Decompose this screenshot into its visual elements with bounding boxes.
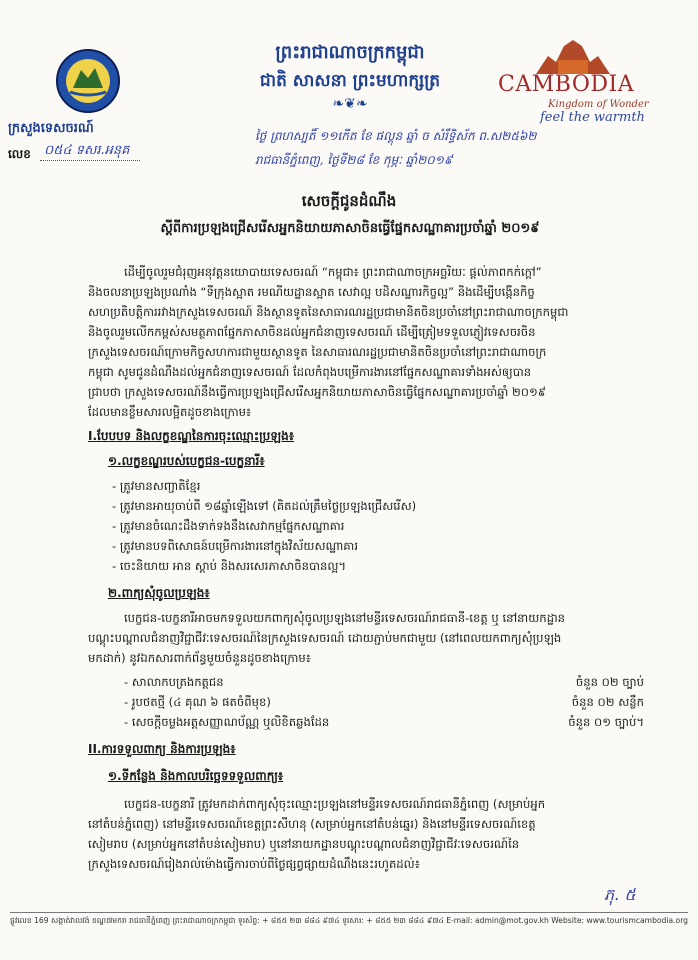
ministry-seal-icon bbox=[55, 48, 121, 118]
submission-paragraph bbox=[88, 794, 688, 874]
intro-paragraph bbox=[88, 262, 688, 422]
reference-underline bbox=[40, 160, 140, 161]
intro-line: និងចូលរួមលើកកម្ពស់សមត្ថភាពផ្នែកភាសាចិនដល់អ្នកជំនាញទេសចរណ៍ ដើម្បីត្រៀមទទួលភ្ញៀវទេសចរចិន bbox=[88, 325, 536, 339]
intro-line: ដែលមានខ្លឹមសារលម្អិតដូចខាងក្រោម៖ bbox=[88, 405, 252, 419]
footer-contact: ផ្លូវលេខ 169 សង្កាត់វាលវង់ ខណ្ឌ៧មករា រាជធានីភ្នំពេញ ព្រះរាជាណាចក្រកម្ពុជា ទូរស័ព្ទ: + ៨៥៥ ២៣ ៨៨៤ ៩៧៤ ទូរសារ: + ៨៥៥ ២៣ ៨៨៤ ៩៧៤ E-mail: admin@mot.gov.kh Website: www.tourismcambodia.org bbox=[10, 916, 688, 925]
brand-name: CAMBODIA bbox=[498, 72, 635, 97]
document-row bbox=[124, 672, 644, 692]
submission-line: នៅតំបន់ភ្នំពេញ) នៅមន្ទីរទេសចរណ៍ខេត្តព្រះសីហនុ (សម្រាប់អ្នកនៅតំបន់ឆ្នេរ) និងនៅមន្ទីរទេសចរណ៍ខេត្ត bbox=[88, 817, 536, 831]
criteria-item: - ចេះនិយាយ អាន ស្តាប់ និងសរសេរភាសាចិនបានល្អ។ bbox=[112, 559, 347, 573]
intro-line: និងចលនាប្រឡងប្រណាំង “ទីក្រុងស្អាត រមណីយដ្ឋានស្អាត សេវាល្អ បដិសណ្ឋារកិច្ចល្អ” និងដើម្បីបង្កើនកិច្ច bbox=[88, 285, 535, 299]
documents-list bbox=[124, 672, 644, 732]
intro-line: ដើម្បីចូលរួមជំរុញអនុវត្តនយោបាយទេសចរណ៍ “កម្ពុជា៖ ព្រះរាជាណាចក្រអច្ឆរិយៈ ផ្តល់ភាពកក់ក្តៅ” bbox=[124, 265, 542, 279]
document-qty: ចំនួន ០២ ច្បាប់ bbox=[575, 675, 644, 689]
criteria-item: - ត្រូវមានចំណេះដឹងទាក់ទងនឹងសេវាកម្មផ្នែកសណ្ឋាគារ bbox=[112, 519, 345, 533]
criteria-item: - ត្រូវមានអាយុចាប់ពី ១៨ឆ្នាំឡើងទៅ (គិតដល់ត្រឹមថ្ងៃប្រឡងជ្រើសរើស) bbox=[112, 499, 417, 513]
document-name: - សេចក្តីចម្លងអត្តសញ្ញាណប័ណ្ណ ឬលិខិតឆ្លងដែន bbox=[124, 715, 330, 729]
submission-line: ក្រសួងទេសចរណ៍រៀងរាល់ម៉ោងធ្វើការចាប់ពីថ្ងៃផ្សព្វផ្សាយដំណឹងនេះរហូតដល់៖ bbox=[88, 857, 420, 871]
intro-line: សហប្រតិបត្តិការរវាងក្រសួងទេសចរណ៍ និងស្ថានទូតនៃសាធារណរដ្ឋប្រជាមានិតចិនប្រចាំនៅព្រះរាជាណាចក្រកម្ពុជា bbox=[88, 305, 569, 319]
document-row bbox=[124, 692, 644, 712]
brand-tagline: feel the warmth bbox=[540, 110, 645, 125]
criteria-item: - ត្រូវមានសញ្ជាតិខ្មែរ bbox=[112, 479, 201, 493]
document-qty: ចំនួន ០២ សន្លឹក bbox=[571, 695, 644, 709]
ministry-name: ក្រសួងទេសចរណ៍ bbox=[8, 121, 94, 136]
footer-divider bbox=[10, 912, 688, 913]
section-1-heading: I.បែបបទ និងលក្ខខណ្ឌនៃការចុះឈ្មោះប្រឡង៖ bbox=[88, 429, 295, 443]
application-line: មកដាក់) នូវឯកសារពាក់ព័ន្ធមួយចំនួនដូចខាងក្រោម៖ bbox=[88, 651, 311, 665]
motto-ornament: ❧❦❧ bbox=[332, 96, 368, 112]
document-name: - សាលាកបត្រងកត្តជន bbox=[124, 675, 224, 689]
brand-subtitle: Kingdom of Wonder bbox=[548, 99, 649, 110]
reference-number: ០៥៤ ទសរ.អនុគ bbox=[44, 143, 130, 158]
section-2-heading: II.ការទទួលពាក្យ និងការប្រឡង៖ bbox=[88, 742, 236, 756]
solar-date: រាជធានីភ្នំពេញ, ថ្ងៃទី២៨ ខែ កុម្ភៈ ឆ្នាំ២០១៩ bbox=[255, 153, 453, 167]
application-line: បណ្តុះបណ្តាលជំនាញវិជ្ជាជីវៈទេសចរណ៍នៃក្រសួងទេសចរណ៍ ដោយភ្ជាប់មកជាមួយ (នៅពេលយកពាក្យសុំប្រឡង bbox=[88, 631, 562, 645]
notice-title: សេចក្តីជូនដំណឹង bbox=[301, 192, 397, 210]
handwritten-initials: ភុ. ៥ bbox=[604, 885, 636, 904]
intro-line: កម្ពុជា សូមជូនដំណឹងដល់អ្នកជំនាញទេសចរណ៍ ដែលកំពុងបម្រើការងារនៅផ្នែកសណ្ឋាគារទាំងអស់ឲ្យបាន bbox=[88, 365, 532, 379]
application-paragraph bbox=[88, 608, 688, 668]
lunar-date: ថ្ងៃ ព្រហស្បតិ៍ ១១កើត ខែ ផល្គុន ឆ្នាំ ច សំរឹទ្ធិស័ក ព.ស២៥៦២ bbox=[255, 129, 537, 143]
reference-label: លេខ bbox=[8, 147, 31, 161]
section-2-place-heading: ១.ទីកន្លែង និងកាលបរិច្ឆេទទទួលពាក្យ៖ bbox=[108, 769, 284, 783]
submission-line: សៀមរាប (សម្រាប់អ្នកនៅតំបន់សៀមរាប) ឬនៅនាយកដ្ឋានបណ្តុះបណ្តាលជំនាញវិជ្ជាជីវៈទេសចរណ៍នៃ bbox=[88, 837, 520, 851]
section-1-application-heading: ២.ពាក្យសុំចូលប្រឡង៖ bbox=[108, 586, 210, 600]
submission-line: បេក្ខជន-បេក្ខនារី ត្រូវមកដាក់ពាក្យសុំចុះឈ្មោះប្រឡងនៅមន្ទីរទេសចរណ៍រាជធានីភ្នំពេញ (សម្រាប់អ្នក bbox=[124, 797, 546, 811]
national-motto: ជាតិ សាសនា ព្រះមហាក្សត្រ bbox=[259, 71, 441, 91]
document-name: - រូបថតថ្មី (៤ គុណ ៦ ផតចំពីមុខ) bbox=[124, 695, 271, 709]
notice-subject: ស្តីពីការប្រឡងជ្រើសរើសអ្នកនិយាយភាសាចិនធ្វើផ្នែកសណ្ឋាគារប្រចាំឆ្នាំ ២០១៩ bbox=[160, 221, 540, 236]
document-row bbox=[124, 712, 644, 732]
section-1-criteria-heading: ១.លក្ខខណ្ឌរបស់បេក្ខជន-បេក្ខនារី៖ bbox=[108, 454, 265, 468]
criteria-list bbox=[112, 476, 672, 576]
intro-line: ជ្រាបថា ក្រសួងទេសចរណ៍នឹងធ្វើការប្រឡងជ្រើសរើសអ្នកនិយាយភាសាចិនធ្វើផ្នែកសណ្ឋាគារប្រចាំឆ្នាំ ២០១៩ bbox=[88, 385, 546, 399]
application-line: បេក្ខជន-បេក្ខនារីអាចមកទទួលយកពាក្យសុំចូលប្រឡងនៅមន្ទីរទេសចរណ៍រាជធានី-ខេត្ត ឬ នៅនាយកដ្ឋាន bbox=[124, 611, 565, 625]
intro-line: ក្រសួងទេសចរណ៍ក្រោមកិច្ចសហការជាមួយស្ថានទូត នៃសាធារណរដ្ឋប្រជាមានិតចិនប្រចាំនៅព្រះរាជាណាចក្រ bbox=[88, 345, 547, 359]
angkor-logo-icon bbox=[528, 40, 618, 74]
criteria-item: - ត្រូវមានបទពិសោធន៍បម្រើការងារនៅក្នុងវិស័យសណ្ឋាគារ bbox=[112, 539, 359, 553]
document-qty: ចំនួន ០១ ច្បាប់។ bbox=[568, 715, 644, 729]
kingdom-title: ព្រះរាជាណាចក្រកម្ពុជា bbox=[275, 42, 425, 63]
